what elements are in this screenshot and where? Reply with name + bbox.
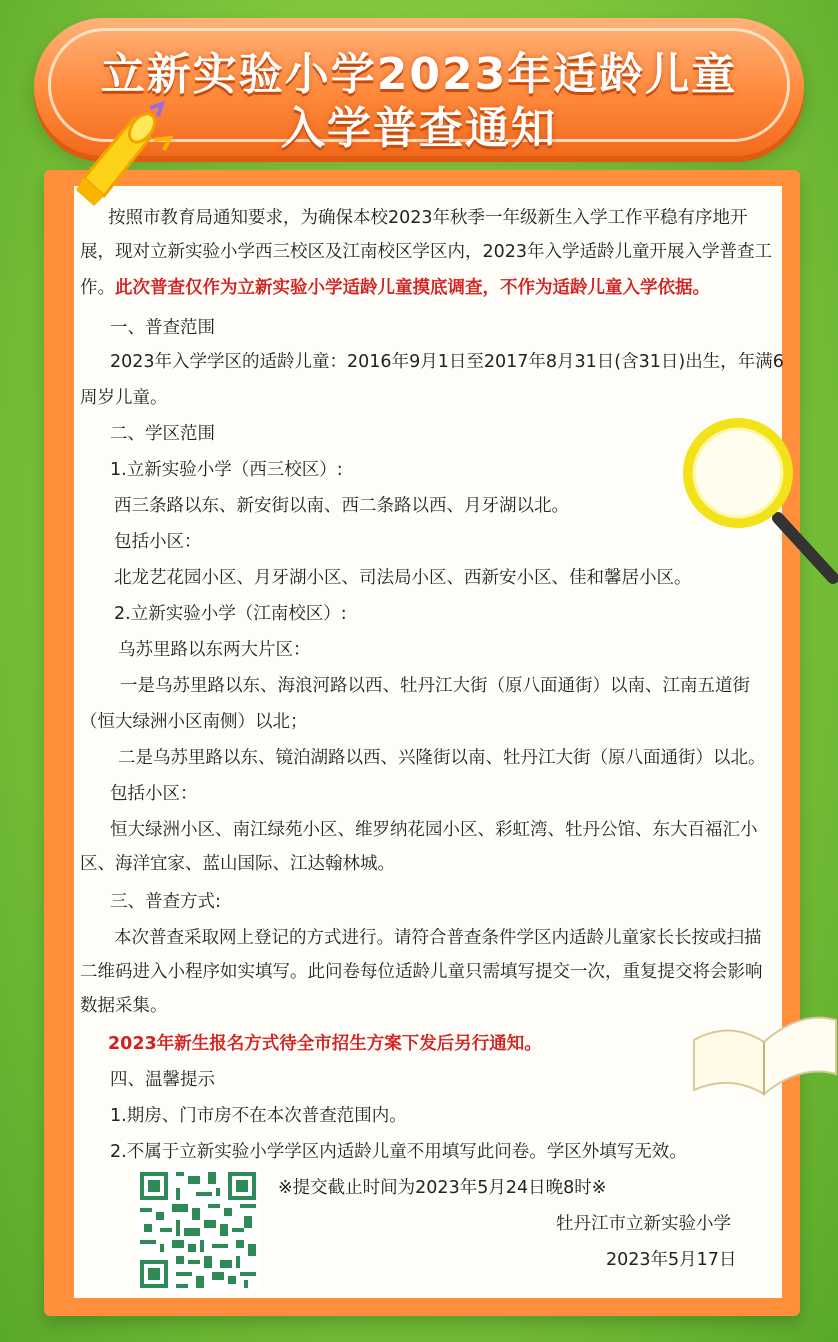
tip-2: 2.不属于立新实验小学学区内适龄儿童不用填写此问卷。学区外填写无效。 [110,1142,687,1162]
section1-line-1: 2023年入学学区的适龄儿童：2016年9月1日至2017年8月31日(含31日)出生，年满6 [110,352,784,372]
intro-line-1: 按照市教育局通知要求，为确保本校2023年秋季一年级新生入学工作平稳有序地开 [108,208,748,228]
school2-area2: 二是乌苏里路以东、镜泊湖路以西、兴隆街以南、牡丹江大街（原八面通街）以北。 [118,748,766,768]
date: 2023年5月17日 [606,1250,737,1270]
section3-title: 三、普查方式: [110,892,221,912]
school1-include-label: 包括小区： [114,532,202,552]
section1-line-2: 周岁儿童。 [80,388,168,408]
school2-area1-line-2: （恒大绿洲小区南侧）以北； [80,712,308,732]
section3-line-2: 二维码进入小程序如实填写。此问卷每位适龄儿童只需填写提交一次，重复提交将会影响 [80,962,763,982]
section3-line-1: 本次普查采取网上登记的方式进行。请符合普查条件学区内适龄儿童家长长按或扫描 [114,928,762,948]
school1-include-list: 北龙艺花园小区、月牙湖小区、司法局小区、西新安小区、佳和馨居小区。 [114,568,692,588]
enrollment-red-notice: 2023年新生报名方式待全市招生方案下发后另行通知。 [108,1034,542,1054]
section4-title: 四、温馨提示 [110,1070,215,1090]
signature: 牡丹江市立新实验小学 [556,1214,731,1234]
qr-code[interactable] [136,1168,260,1292]
school2-include-label: 包括小区： [110,784,198,804]
tip-1: 1.期房、门市房不在本次普查范围内。 [110,1106,407,1126]
section2-title: 二、学区范围 [110,424,215,444]
page-title-line1: 立新实验小学2023年适龄儿童 [100,49,738,100]
school2-title: 2.立新实验小学（江南校区）: [114,604,347,624]
intro-red-statement: 此次普查仅作为立新实验小学适龄儿童摸底调查，不作为适龄儿童入学依据。 [115,278,710,298]
section1-title: 一、普查范围 [110,318,215,338]
school2-include-line-2: 区、海洋宜家、蓝山国际、江达翰林城。 [80,854,395,874]
school1-title: 1.立新实验小学（西三校区）: [110,460,343,480]
deadline-note: ※提交截止时间为2023年5月24日晚8时※ [278,1178,607,1198]
school2-subtitle: 乌苏里路以东两大片区： [118,640,311,660]
school2-include-line-1: 恒大绿洲小区、南江绿苑小区、维罗纳花园小区、彩虹湾、牡丹公馆、东大百福汇小 [110,820,758,840]
school2-area1-line-1: 一是乌苏里路以东、海浪河路以西、牡丹江大街（原八面通街）以南、江南五道街 [120,676,750,696]
book-icon [690,990,838,1100]
intro-line-3 [80,276,780,300]
intro-line-2: 展，现对立新实验小学西三校区及江南校区学区内，2023年入学适龄儿童开展入学普查工 [80,242,773,262]
megaphone-icon [54,98,174,218]
magnifier-icon [678,418,838,588]
school1-area: 西三条路以东、新安街以南、西二条路以西、月牙湖以北。 [114,496,569,516]
page-title-line2: 入学普查通知 [281,103,557,154]
section3-line-3: 数据采集。 [80,996,168,1016]
intro-line-3-prefix: 作。 [80,278,115,298]
